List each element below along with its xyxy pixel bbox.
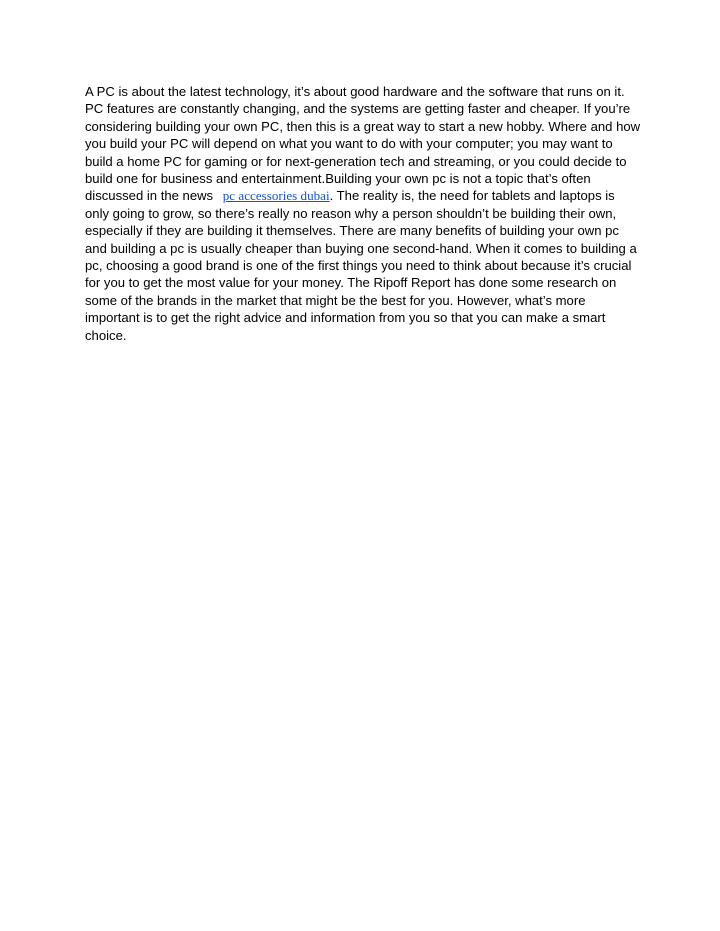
body-paragraph [85,83,641,344]
paragraph-text-before-link: A PC is about the latest technology, it’s about good hardware and the software that runs on it. PC features are constantly changing, and the systems are getting faster and cheaper. If you’re considering building your own PC, then this is a great way to start a new hobby. Where and how you build your PC will depend on what you want to do with your computer; you may want to build a home PC for gaming or for next-generation tech and streaming, or you could decide to build one for business and entertainment.Building your own pc is not a topic that’s often discussed in the news [85,84,641,204]
document-body [85,83,641,344]
paragraph-text-after-link: . The reality is, the need for tablets and laptops is only going to grow, so there’s really no reason why a person shouldn’t be building their own, especially if they are building it themselves. There are many benefits of building your own pc and building a pc is usually cheaper than buying one second-hand. When it comes to building a pc, choosing a good brand is one of the first things you need to think about because it’s crucial for you to get the most value for your money. The Ripoff Report has done some research on some of the brands in the market that might be the best for you. However, what’s more important is to get the right advice and information from you so that you can make a smart choice. [85,188,637,343]
pc-accessories-dubai-link[interactable]: pc accessories dubai [222,188,330,204]
